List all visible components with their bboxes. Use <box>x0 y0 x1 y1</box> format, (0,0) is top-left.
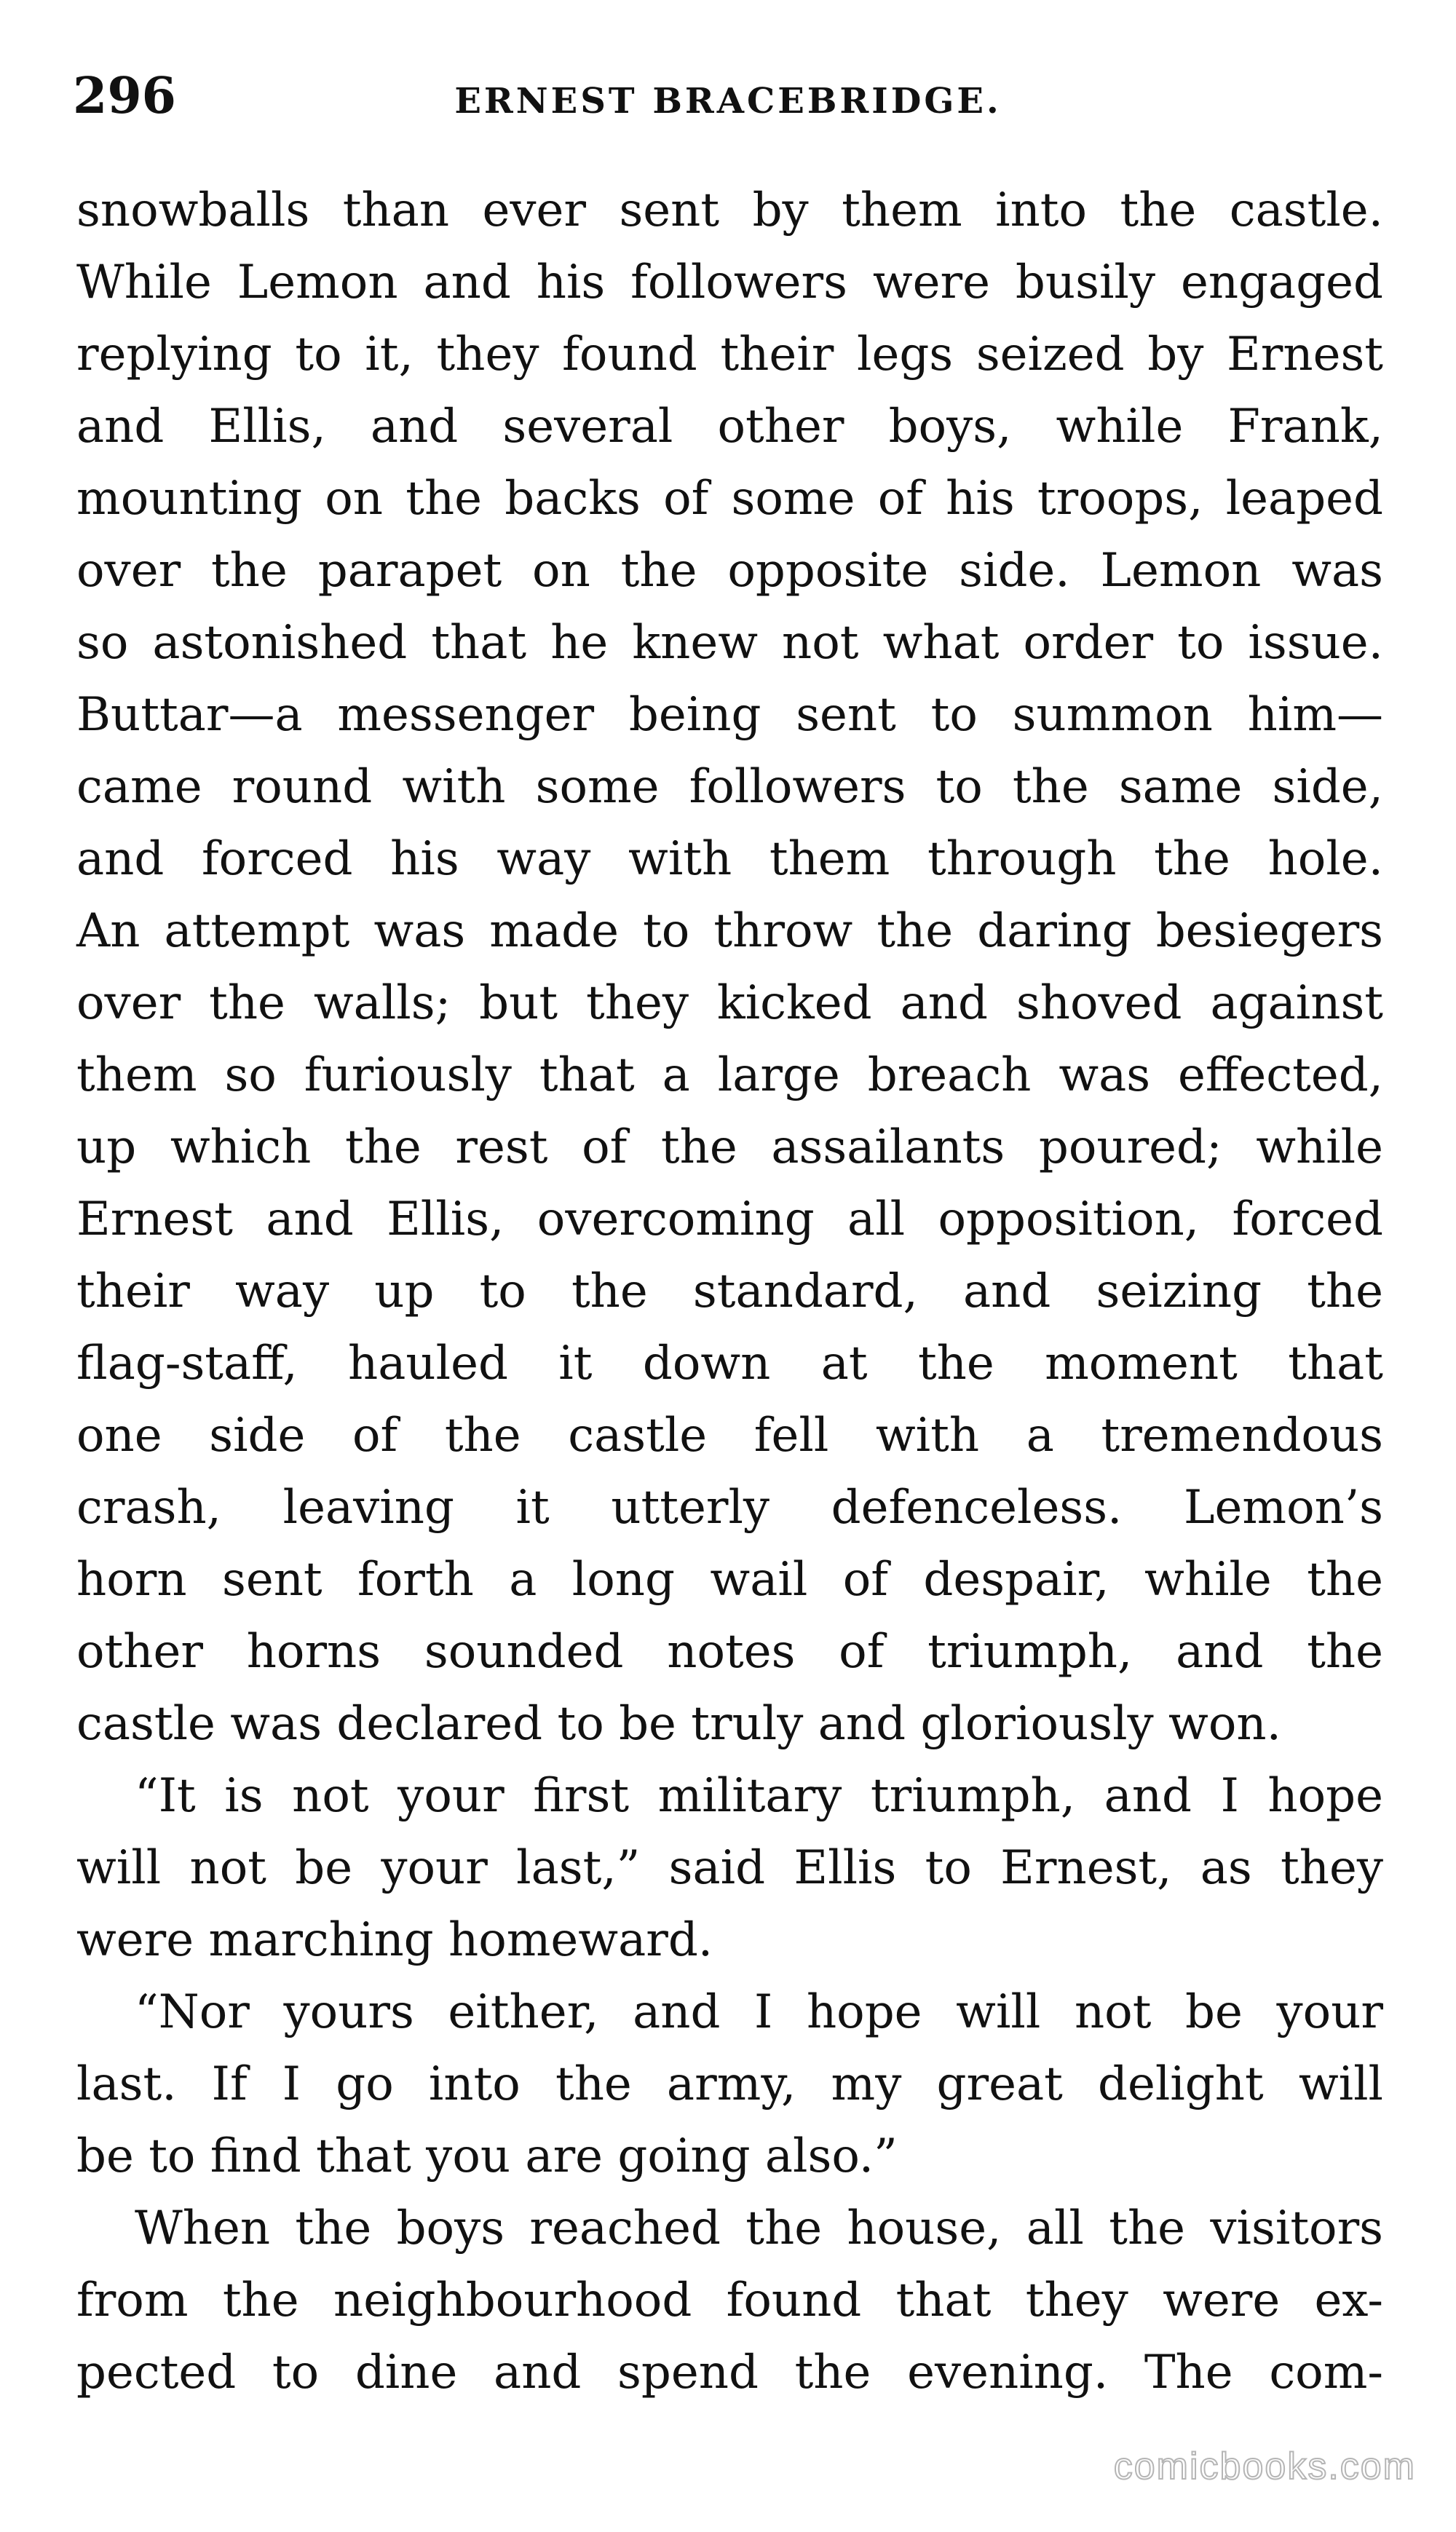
text-line: mounting on the backs of some of his troops, leaped <box>76 472 1383 526</box>
text-line: came round with some followers to the same side, <box>76 760 1383 814</box>
text-line: “It is not your first military triumph, and I hope <box>135 1769 1383 1823</box>
body-text <box>76 175 1383 2409</box>
text-line: castle was declared to be truly and gloriously won. <box>76 1697 1281 1751</box>
text-line: and Ellis, and several other boys, while Frank, <box>76 400 1383 454</box>
text-line: pected to dine and spend the evening. The com- <box>76 2346 1383 2400</box>
text-line: one side of the castle fell with a tremendous <box>76 1409 1383 1463</box>
page-header <box>73 51 1383 138</box>
text-line: from the neighbourhood found that they were ex- <box>76 2274 1383 2327</box>
text-line: were marching homeward. <box>76 1913 713 1967</box>
text-line: up which the rest of the assailants poured; while <box>76 1120 1383 1174</box>
text-line: “Nor yours either, and I hope will not be your <box>135 1985 1383 2039</box>
text-line: other horns sounded notes of triumph, and the <box>76 1625 1383 1679</box>
text-line: last. If I go into the army, my great delight will <box>76 2057 1383 2111</box>
text-line: their way up to the standard, and seizing the <box>76 1265 1383 1318</box>
text-line: over the walls; but they kicked and shoved against <box>76 976 1383 1030</box>
paragraph <box>76 2193 1383 2409</box>
watermark: comicbooks.com <box>1113 2445 1416 2488</box>
paragraph <box>76 175 1383 1760</box>
text-line: crash, leaving it utterly defenceless. Lemon’s <box>76 1481 1383 1535</box>
text-line: and forced his way with them through the hole. <box>76 832 1383 886</box>
paragraph <box>76 1977 1383 2193</box>
text-line: horn sent forth a long wail of despair, while the <box>76 1553 1383 1607</box>
text-line: replying to it, they found their legs seized by Ernest <box>76 328 1383 381</box>
running-head: ERNEST BRACEBRIDGE. <box>454 81 1002 122</box>
text-line: While Lemon and his followers were busily engaged <box>76 256 1383 309</box>
paragraph <box>76 1760 1383 1977</box>
text-line: Ernest and Ellis, overcoming all opposition, forced <box>76 1192 1383 1246</box>
text-line: snowballs than ever sent by them into the castle. <box>76 183 1383 237</box>
page-number: 296 <box>73 67 176 125</box>
text-line: over the parapet on the opposite side. Lemon was <box>76 544 1383 598</box>
text-line: will not be your last,” said Ellis to Ernest, as they <box>76 1841 1383 1895</box>
text-line: them so furiously that a large breach was effected, <box>76 1048 1383 1102</box>
text-line: An attempt was made to throw the daring besiegers <box>76 904 1383 958</box>
text-line: so astonished that he knew not what order to issue. <box>76 616 1383 670</box>
text-line: flag-staff, hauled it down at the moment that <box>76 1337 1383 1390</box>
text-line: be to find that you are going also.” <box>76 2129 898 2183</box>
text-line: When the boys reached the house, all the visitors <box>135 2201 1383 2255</box>
text-line: Buttar—a messenger being sent to summon him— <box>76 688 1383 742</box>
